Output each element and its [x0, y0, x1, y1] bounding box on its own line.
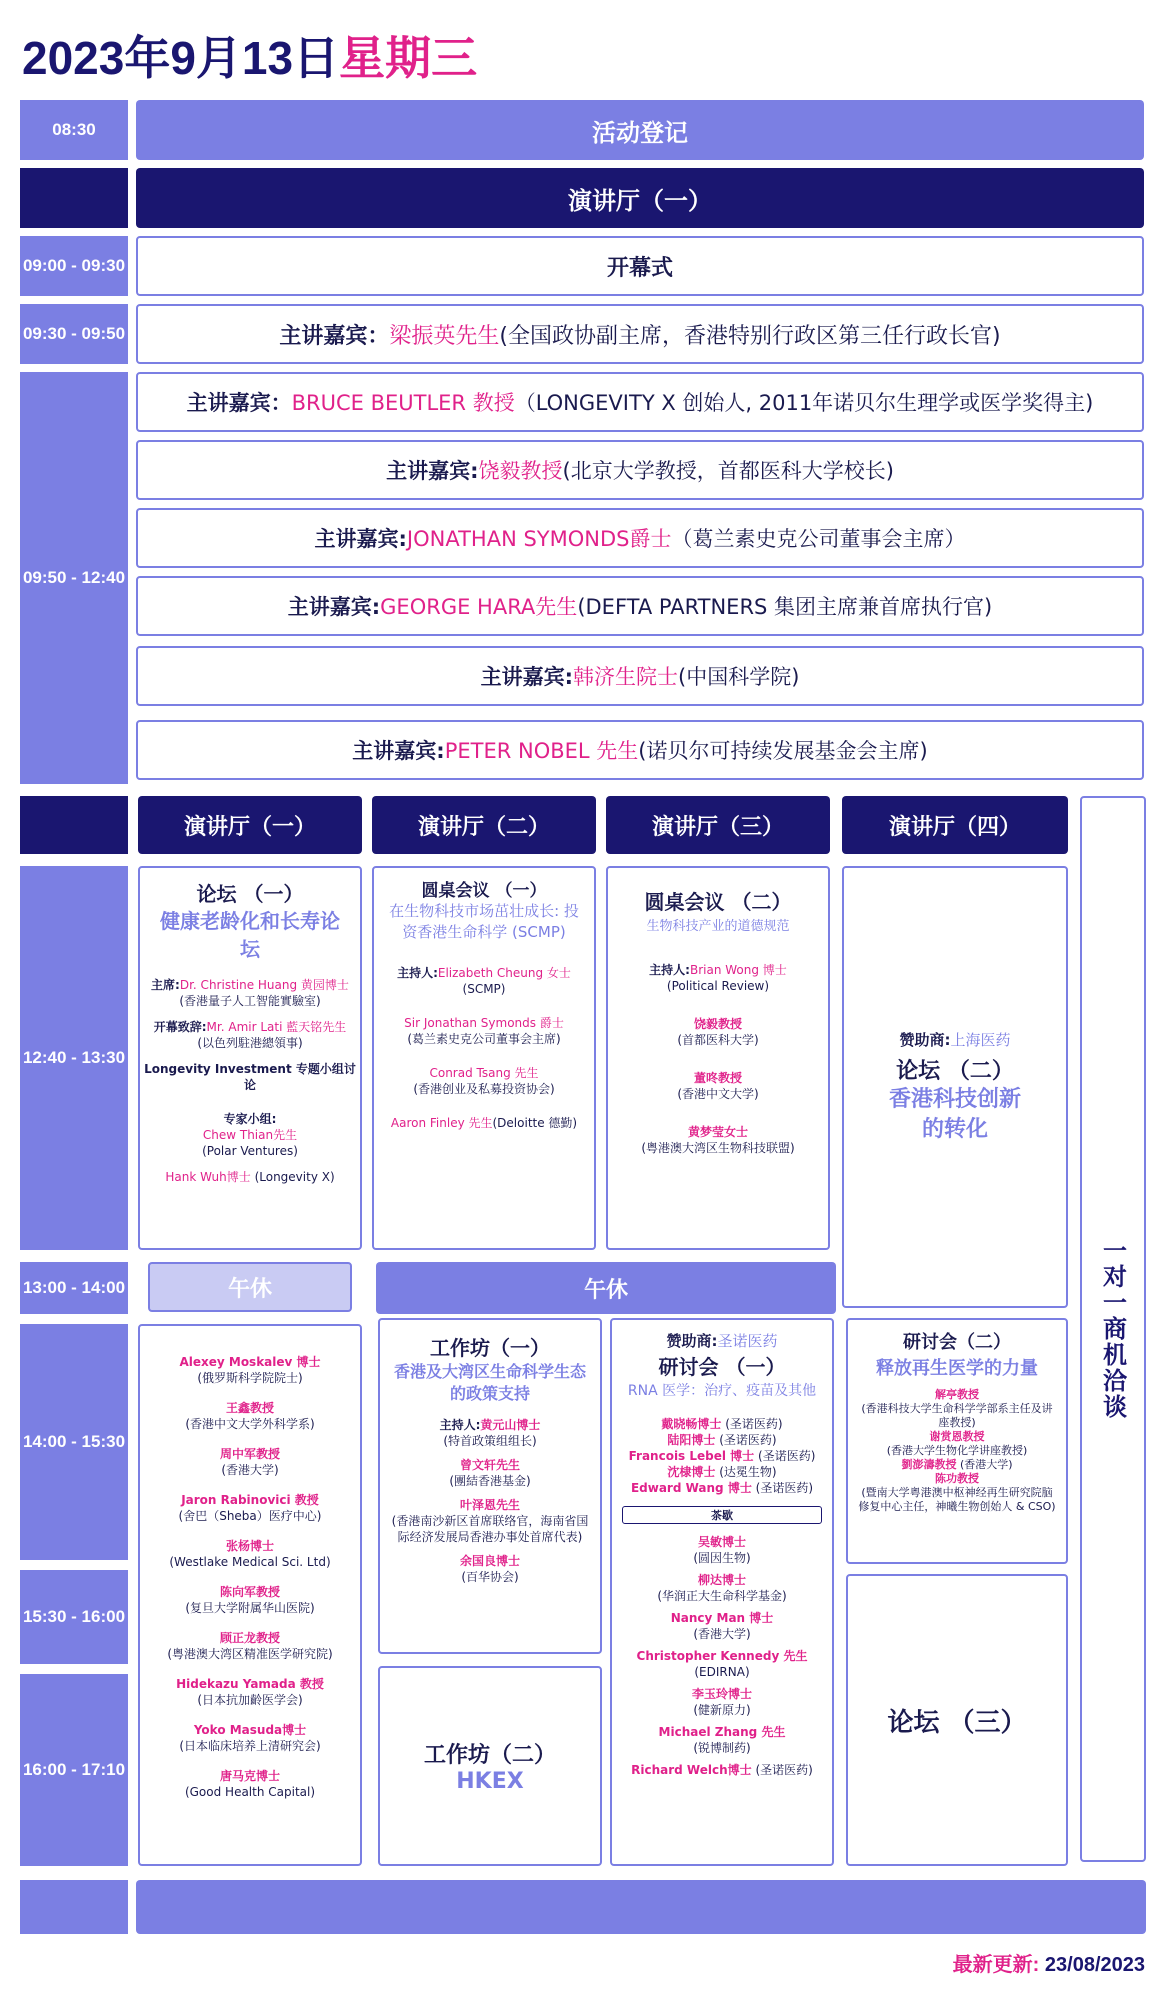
seminar1-speaker-desc: (圣诺医药) [755, 1481, 814, 1495]
seminar2-subtitle: 释放再生医学的力量 [876, 1358, 1038, 1379]
seminar1-tea-break: 茶歇 [622, 1506, 822, 1524]
keynote-row [136, 646, 1144, 706]
seminar1-sponsor-label: 赞助商: [666, 1332, 718, 1350]
seminar2-speaker-name: 劉澎濤教授 [901, 1458, 957, 1471]
speaker-desc: (Good Health Capital) [184, 1785, 316, 1799]
seminar1-speaker2-desc: (圣诺医药) [755, 1763, 813, 1777]
seminar1-speaker-name: 戴晓畅博士 [661, 1417, 722, 1431]
seminar2-speaker-name: 谢赏恩教授 [929, 1430, 985, 1443]
hall-header-4: 演讲厅（四） [842, 796, 1068, 854]
workshop1-host-name: 黄元山博士 [480, 1418, 541, 1432]
workshop1-title: 工作坊（一） [430, 1336, 550, 1360]
roundtable1-host-label: 主持人: [397, 966, 438, 980]
seminar1-speaker-name: Francois Lebel 博士 [628, 1449, 755, 1463]
one-on-one-column [1080, 796, 1146, 1862]
forum1-panel-title: Longevity Investment 专题小组讨论 [144, 1062, 356, 1092]
keynote-row [136, 508, 1144, 568]
speaker-name: Hidekazu Yamada 教授 [176, 1677, 324, 1691]
keynote-row [136, 304, 1144, 364]
roundtable1-host-name: Elizabeth Cheung 女士 [437, 966, 571, 980]
roundtable2-p1-desc: (首都医科大学) [677, 1033, 759, 1047]
workshop1-subtitle: 香港及大湾区生命科学生态的政策支持 [394, 1362, 587, 1403]
forum1-title: 论坛 （一） [196, 882, 304, 906]
time-1600: 16:00 - 17:10 [20, 1674, 128, 1866]
last-updated-date: 23/08/2023 [1044, 1954, 1145, 1976]
roundtable2-p2-name: 董咚教授 [693, 1071, 742, 1085]
seminar2-speaker-name: 解亭教授 [935, 1388, 979, 1401]
speaker-desc: (粤港澳大湾区精准医学研究院) [167, 1647, 333, 1661]
keynote-name: GEORGE HARA先生 [380, 595, 578, 619]
time-1530: 15:30 - 16:00 [20, 1570, 128, 1664]
forum2-sponsor: 上海医药 [950, 1031, 1011, 1049]
roundtable2-p3-name: 黄梦莹女士 [687, 1125, 748, 1139]
seminar1-speaker2-desc: (华润正大生命科学基金) [657, 1589, 787, 1603]
forum1-subtitle: 健康老龄化和长寿论坛 [160, 909, 340, 961]
speaker-desc: (Westlake Medical Sci. Ltd) [169, 1555, 331, 1569]
forum1-expert2-desc: (Longevity X) [254, 1170, 335, 1184]
hall1-header: 演讲厅（一） [136, 168, 1144, 228]
speaker-name: 王鑫教授 [225, 1401, 274, 1415]
seminar2-speaker-desc: (香港科技大学生命科学学部系主任及讲座教授) [861, 1402, 1053, 1429]
seminar1-speaker2-name: 李玉玲博士 [691, 1687, 752, 1701]
roundtable1-host-desc: (SCMP) [462, 982, 506, 996]
seminar1-speaker2-name: Nancy Man 博士 [670, 1611, 774, 1625]
speaker-name: Yoko Masuda博士 [193, 1723, 307, 1737]
workshop1-p3-name: 余国良博士 [459, 1554, 520, 1568]
hall-header-1: 演讲厅（一） [138, 796, 362, 854]
roundtable2-p3-desc: (粤港澳大湾区生物科技联盟) [641, 1141, 795, 1155]
roundtable1-p1-name: Sir Jonathan Symonds 爵士 [404, 1016, 564, 1030]
seminar1-speaker2-name: Christopher Kennedy 先生 [636, 1649, 808, 1663]
forum1-host-name: Dr. Christine Huang 黄园博士 [179, 978, 349, 992]
roundtable2-subtitle: 生物科技产业的道德规范 [646, 919, 790, 934]
last-updated-label: 最新更新: [952, 1954, 1040, 1976]
forum1-opening-name: Mr. Amir Lati 藍天铭先生 [206, 1020, 347, 1034]
workshop2-subtitle: HKEX [456, 1769, 524, 1794]
roundtable1-card [372, 866, 596, 1250]
time-0930: 09:30 - 09:50 [20, 304, 128, 364]
seminar1-title: 研讨会 （一） [658, 1355, 786, 1379]
seminar1-subtitle: RNA 医学：治疗、疫苗及其他 [627, 1383, 817, 1399]
time-1300: 13:00 - 14:00 [20, 1262, 128, 1314]
time-blank-hall [20, 168, 128, 228]
workshop1-p1-name: 曾文轩先生 [459, 1458, 520, 1472]
speaker-name: Alexey Moskalev 博士 [179, 1355, 321, 1369]
time-0900: 09:00 - 09:30 [20, 236, 128, 296]
roundtable1-p1-desc: (葛兰素史克公司董事会主席) [407, 1032, 561, 1046]
keynote-desc: (中国科学院) [678, 665, 800, 689]
roundtable2-host-label: 主持人: [649, 963, 690, 977]
hall-header-3: 演讲厅（三） [606, 796, 830, 854]
speaker-name: Jaron Rabinovici 教授 [181, 1493, 319, 1507]
registration-bar: 活动登记 [136, 100, 1144, 160]
forum2-subtitle: 香港科技创新的转化 [888, 1087, 1021, 1142]
keynote-name: PETER NOBEL 先生 [444, 739, 639, 763]
keynote-label: 主讲嘉宾： [279, 323, 390, 349]
keynote-name: 梁振英先生 [389, 323, 500, 349]
roundtable1-p3-desc: (Deloitte 德勤) [492, 1116, 578, 1130]
seminar2-speaker-desc: (香港大学生物化学讲座教授) [886, 1444, 1028, 1457]
seminar1-sponsor: 圣诺医药 [717, 1332, 778, 1350]
forum1-host-label: 主席: [151, 978, 180, 992]
lunch-block-1: 午休 [148, 1262, 352, 1312]
seminar1-speaker2-name: Michael Zhang 先生 [658, 1725, 786, 1739]
seminar1-speaker2-desc: (健新原力) [693, 1703, 751, 1717]
keynote-desc: (北京大学教授，首都医科大学校长) [562, 459, 894, 483]
speaker-name: 陈向军教授 [219, 1585, 280, 1599]
roundtable2-title: 圆桌会议 （二） [644, 890, 792, 914]
seminar1-speaker-desc: (圣诺医药) [725, 1417, 783, 1431]
seminar1-speaker-desc: (圣诺医药) [719, 1433, 777, 1447]
roundtable1-p3-name: Aaron Finley 先生 [390, 1116, 493, 1130]
roundtable1-title: 圆桌会议 （一） [421, 881, 547, 901]
seminar2-card [846, 1318, 1068, 1564]
workshop1-p2-desc: (香港南沙新区首席联络官，海南省国际经济发展局香港办事处首席代表) [391, 1514, 589, 1544]
bottom-bar [136, 1880, 1146, 1934]
keynote-name: 韩济生院士 [573, 665, 678, 689]
keynote-desc: （葛兰素史克公司董事会主席） [671, 527, 966, 551]
keynote-name: BRUCE BEUTLER 教授 [291, 391, 515, 415]
forum1-card [138, 866, 362, 1250]
speaker-name: 张杨博士 [225, 1539, 274, 1553]
one-on-one-label: 一对一商机洽谈 [1098, 1238, 1127, 1420]
keynote-row [136, 372, 1144, 432]
workshop1-p1-desc: (團結香港基金) [449, 1474, 531, 1488]
forum2-title: 论坛 （二） [896, 1059, 1014, 1084]
last-updated [953, 1948, 1145, 1977]
keynote-name: JONATHAN SYMONDS爵士 [406, 527, 672, 551]
seminar1-speaker-name: 沈棣博士 [667, 1465, 716, 1479]
afternoon-speakers-card [138, 1324, 362, 1866]
roundtable2-host-desc: (Political Review) [666, 979, 770, 993]
speaker-name: 顾正龙教授 [219, 1631, 280, 1645]
forum2-card [842, 866, 1068, 1308]
speaker-name: 唐马克博士 [219, 1769, 280, 1783]
keynote-label: 主讲嘉宾: [480, 665, 573, 689]
keynote-label: 主讲嘉宾: [287, 595, 381, 619]
keynote-desc: (DEFTA PARTNERS 集团主席兼首席执行官) [577, 595, 993, 619]
speaker-desc: (舍巴（Sheba）医疗中心) [178, 1509, 322, 1523]
workshop1-card [378, 1318, 602, 1654]
roundtable2-p1-name: 饶毅教授 [693, 1017, 742, 1031]
keynote-label: 主讲嘉宾: [314, 527, 407, 551]
weekday-text: 星期三 [339, 32, 478, 84]
workshop1-p2-name: 叶泽恩先生 [459, 1498, 520, 1512]
seminar2-title: 研讨会（二） [903, 1332, 1011, 1353]
keynote-desc: (全国政协副主席，香港特别行政区第三任行政长官) [499, 323, 1001, 349]
seminar1-card [610, 1318, 834, 1866]
roundtable2-p2-desc: (香港中文大学) [677, 1087, 759, 1101]
speaker-desc: (香港中文大学外科学系) [185, 1417, 315, 1431]
workshop2-card [378, 1666, 602, 1866]
forum3-card: 论坛 （三） [846, 1574, 1068, 1866]
forum1-opening-label: 开幕致辞: [153, 1020, 207, 1034]
time-blank-halls [20, 796, 128, 854]
seminar2-speaker-desc: (暨南大学粤港澳中枢神经再生研究院脑修复中心主任，神曦生物创始人 & CSO) [858, 1486, 1056, 1513]
keynote-desc: （LONGEVITY X 创始人, 2011年诺贝尔生理学或医学奖得主) [514, 391, 1094, 415]
seminar1-speaker-name: Edward Wang 博士 [630, 1481, 752, 1495]
opening-ceremony: 开幕式 [136, 236, 1144, 296]
seminar1-speaker2-desc: (EDIRNA) [694, 1665, 750, 1679]
time-0830: 08:30 [20, 100, 128, 160]
seminar1-speaker-name: 陆阳博士 [667, 1433, 716, 1447]
forum1-expert-label: 专家小组: [223, 1112, 277, 1126]
keynote-label: 主讲嘉宾: [386, 459, 479, 483]
forum1-host-desc: (香港量子人工智能實驗室) [179, 994, 321, 1008]
workshop2-title: 工作坊（二） [423, 1743, 556, 1768]
seminar1-speaker2-name: 吴敏博士 [697, 1535, 746, 1549]
forum2-sponsor-label: 赞助商: [899, 1031, 951, 1049]
roundtable2-host-name: Brian Wong 博士 [689, 963, 787, 977]
seminar1-speaker2-desc: (锐博制药) [693, 1741, 751, 1755]
seminar1-speaker-desc: (圣诺医药) [758, 1449, 816, 1463]
roundtable1-subtitle: 在生物科技市场茁壮成长: 投资香港生命科学 (SCMP) [389, 902, 579, 941]
speaker-desc: (复旦大学附属华山医院) [185, 1601, 315, 1615]
roundtable2-card [606, 866, 830, 1250]
forum1-expert1-name: Chew Thian先生 [202, 1128, 298, 1142]
seminar1-speaker2-desc: (圆因生物) [693, 1551, 751, 1565]
workshop1-p3-desc: (百华协会) [461, 1570, 519, 1584]
speaker-desc: (俄罗斯科学院院士) [197, 1371, 303, 1385]
hall-header-2: 演讲厅（二） [372, 796, 596, 854]
forum1-expert2-name: Hank Wuh博士 [165, 1170, 251, 1184]
time-0950: 09:50 - 12:40 [20, 372, 128, 784]
roundtable1-p2-desc: (香港创业及私募投资协会) [413, 1082, 555, 1096]
seminar1-speaker2-name: Richard Welch博士 [631, 1763, 752, 1777]
keynote-row [136, 720, 1144, 780]
speaker-desc: (香港大学) [221, 1463, 279, 1477]
speaker-name: 周中军教授 [219, 1447, 280, 1461]
seminar2-speaker-name: 陈功教授 [935, 1472, 979, 1485]
keynote-desc: (诺贝尔可持续发展基金会主席) [638, 739, 928, 763]
forum1-expert1-desc: (Polar Ventures) [202, 1144, 298, 1158]
workshop1-host-desc: (特首政策组组长) [443, 1434, 537, 1448]
keynote-row [136, 576, 1144, 636]
lunch-block-2: 午休 [376, 1262, 836, 1314]
keynote-label: 主讲嘉宾: [352, 739, 445, 763]
workshop1-host-label: 主持人: [439, 1418, 481, 1432]
keynote-label: 主讲嘉宾： [186, 391, 292, 415]
keynote-row [136, 440, 1144, 500]
time-1400: 14:00 - 15:30 [20, 1324, 128, 1560]
page-title [22, 22, 477, 88]
time-1240: 12:40 - 13:30 [20, 866, 128, 1250]
forum1-opening-desc: (以色列駐港總領事) [197, 1036, 303, 1050]
date-text: 2023年9月13日 [22, 32, 340, 84]
keynote-name: 饶毅教授 [478, 459, 563, 483]
seminar1-speaker2-name: 柳达博士 [697, 1573, 746, 1587]
bottom-time-bar [20, 1880, 128, 1934]
seminar2-speaker-desc: (香港大学) [959, 1458, 1013, 1471]
roundtable1-p2-name: Conrad Tsang 先生 [429, 1066, 539, 1080]
seminar1-speaker2-desc: (香港大学) [693, 1627, 751, 1641]
speaker-desc: (日本抗加齡医学会) [197, 1693, 303, 1707]
speaker-desc: (日本临床培养上清研究会) [179, 1739, 321, 1753]
seminar1-speaker-desc: (达冕生物) [719, 1465, 777, 1479]
